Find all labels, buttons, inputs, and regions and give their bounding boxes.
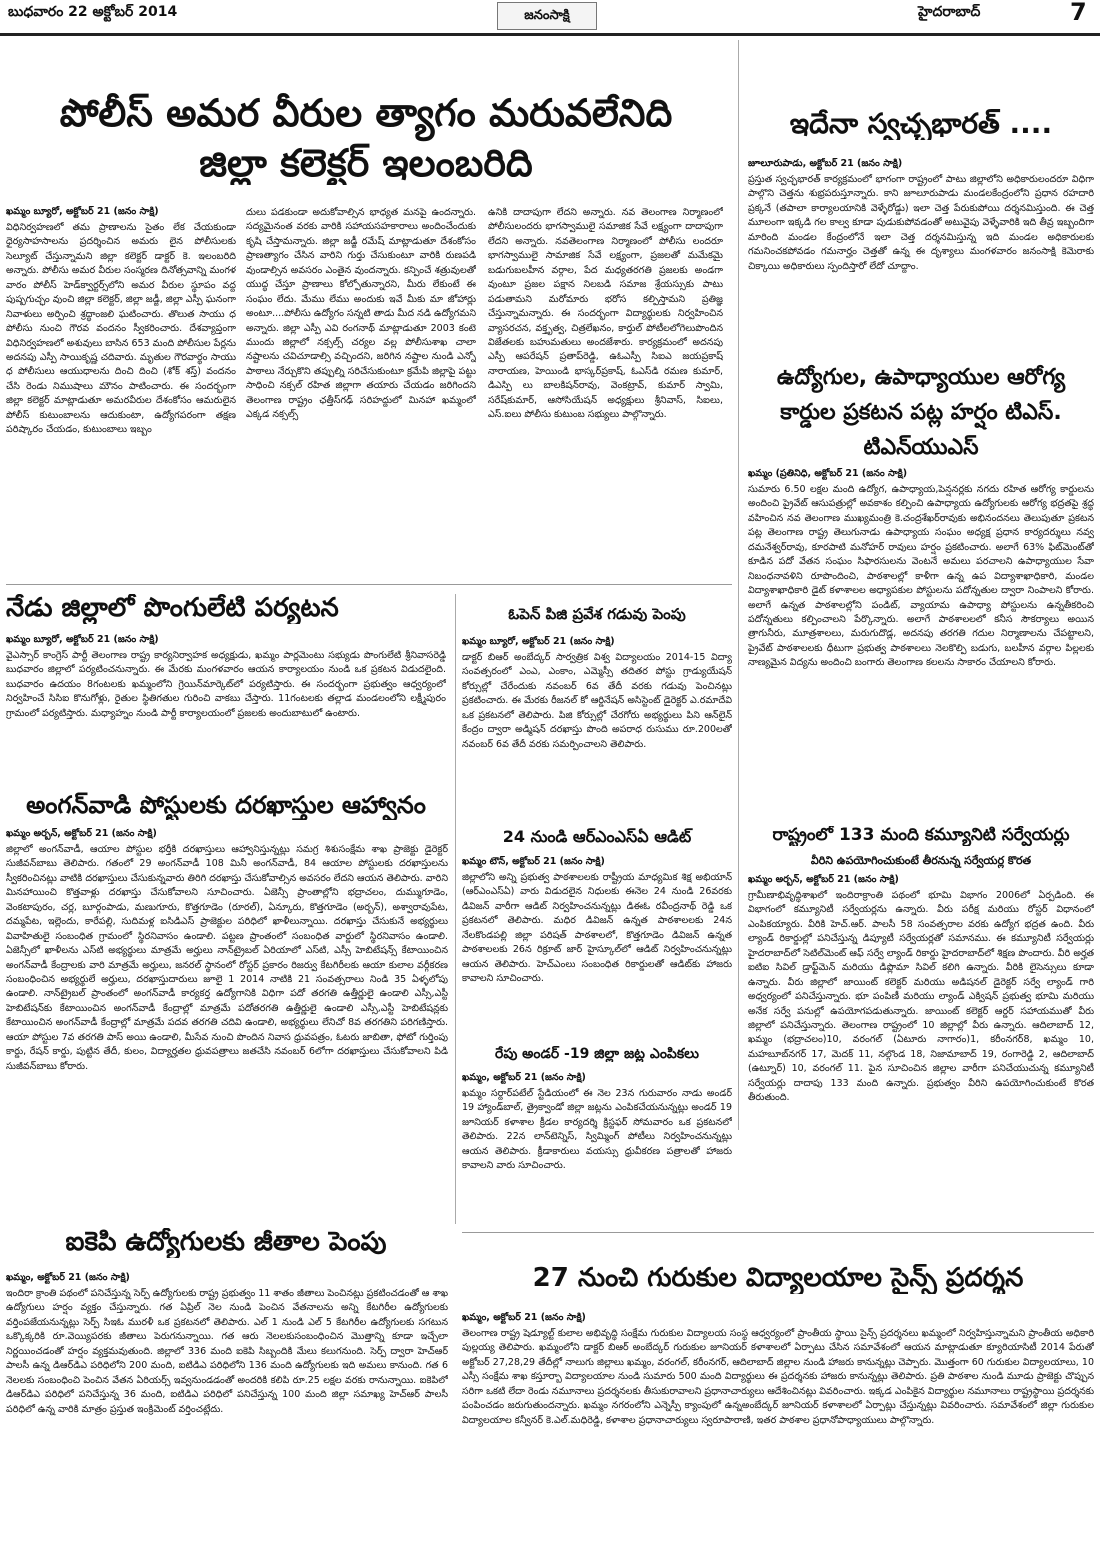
a9-body: గ్రామీణాభివృద్ధిశాఖలో ఇందిరాక్రాంతి పథంలో భూమి విభాగం 2006లో ఏర్పడింది. ఈ విభాగంలో కమ్యూనిటీ సర్వేయర్లను ఉన్నారు. వీరు పరీక్ష మరియు రోస్టర్ విధానంలో ఎంపికయ్యారు. వీరికి హెచ్.ఆర్. పాలసీ 58 సంవత్సరాల వరకు ఉద్యోగ భద్రత ఉంది. వీరు ల్యాండ్ రికార్డుల్లో పనిచేస్తున్న డిప్యూటీ సర్వేయర్లతో సమానము. ఈ కమ్యూనిటీ సర్వేయర్లు హైదరాబాద్‌లో సెటిల్‌మెంట్ ఆఫ్ సర్వే ల్యాండ్ రికార్డు హైదరాబాద్‌లో శిక్షణ పొందారు. వీరి అర్హత ఐటిఐ సివిల్ డ్రాఫ్ట్‌మెన్ మరియు డిప్లొమా సివిల్ కలిగి ఉన్నారు. వీరికి లైసెన్సులు కూడా ఉన్నారు. వీరు జిల్లాలో జాయింట్ కలెక్టర్ మరియు అడిషనల్ డైరెక్టర్ సర్వే ల్యాండ్ గారి అధ్వర్యంలో పనిచేస్తున్నారు. భూ పంపిణీ మరియు ల్యాండ్ ఎక్విషన్ ప్రభుత్వ భూమి మరియు అనేక సర్వే పనుల్లో ఉపయోగపడుతున్నారు. జాయింట్ కలెక్టర్ ఆర్డర్ సహాయముతో వీరు జిల్లాలో పనిచేస్తున్నారు. తెలంగాణ రాష్ట్రంలో 10 జిల్లాల్లో వీరు ఉన్నారు. ఆదిలాబాద్ 12, ఖమ్మం (భద్రాచలం)10, వరంగల్ (ఏటూరు నాగారం)1, కరీంనగర్8, ఖమ్మం 10, మహబూబ్‌నగర్ 17, మెదక్ 11, నల్గొండ 18, నిజామాబాద్ 19, రంగారెడ్డి 2, ఆదిలాబాద్ (ఉట్నూర్) 10, వరంగల్ 11. పైన సూచించిన జిల్లాల వారీగా పనిచేయుచున్న కమ్యూనిటీ సర్వేయర్లు దాదాపు 133 మంది ఉన్నారు. ప్రభుత్వం వీరిని ఉపయోగించుకుంటే కొరత తీరుతుంది. — [748, 890, 1094, 1104]
a3-byline: ఖమ్మం (ప్రతినిధి, అక్టోబర్ 21 (జనం సాక్షి) — [748, 468, 908, 479]
a9-article — [748, 874, 1094, 1224]
a11-body: తెలంగాణ రాష్ట్ర షెడ్యూల్ట్ కులాల అభివృద్ధి సంక్షేమ గురుకుల విద్యాలయ సంస్థ ఆధ్వర్యంలో ప్రాంతీయ స్థాయి సైన్స్ ప్రదర్శనలు ఖమ్మంలో నిర్వహిస్తున్నామని ప్రాంతీయ అధికారి పుల్లయ్య తెలిపారు. ఖమ్మంలోని డాక్టర్ బిఆర్ అంబేద్కర్ గురుకుల జూనియర్ కళాశాలలో ఏర్పాటు చేసిన సమావేశంలో ఆయన మాట్లాడుతూ క్యూరియాసిటీ 2014 పేరుతో అక్టోబర్ 27,28,29 తేదీల్లో నాలుగు జిల్లాలు ఖమ్మం, వరంగల్, కరీంనగర్, ఆదిలాబాద్ జిల్లాల నుండి హాజరు కానున్నట్లు చెప్పారు. మొత్తంగా 60 గురుకుల విద్యాలయాలు, 10 ఎస్సీ సంక్షేమ శాఖ కస్తూర్బా విద్యాలయాల నుండి సుమారు 500 మంది విద్యార్థులు ఈ ప్రదర్శనకు హాజరు కానున్నట్లు తెలిపారు. ప్రతి పాఠశాల నుండి మూడు ప్రాజెక్టు చొప్పున సరిగా ఒకటి లేదా రెండు నమూనాలు ప్రదర్శనలకు తీసుకురావాలని ప్రధానాచార్యులు ఆదేశించినట్లు వివరించారు. ఇక్కడ ఎంపికైన విద్యార్థుల నమూనాలు రాష్ట్రస్థాయి ప్రదర్శనకు పంపించడం జరుగుతుందన్నారు. ఖమ్మం నగరంలోని ఎన్నెస్పీ క్యాంపులో ఉన్నఅంబేద్కర్ జూనియర్ కళాశాలలో ఏర్పాట్లు చేస్తున్నట్లు వివరించారు. సమావేశంలో జిల్లా గురుకుల విద్యాలయాల కన్వీనర్ కె.ఎల్.మధిరెడ్డి, కళాశాల ప్రధానాచార్యులు స్వరూపారాణి, ఇతర పాఠశాల ప్రధానోపాధ్యాయులు పాల్గొన్నారు. — [462, 1328, 1094, 1426]
a1-column-2 — [246, 206, 476, 576]
a9-headline: రాష్ట్రంలో 133 మంది కమ్యూనిటి సర్వేయర్లు — [772, 826, 1070, 845]
a7-headline: 24 నుండి ఆర్‌ఎంఎస్‌ఏ ఆడిట్ — [502, 828, 692, 846]
masthead-rule — [0, 33, 1100, 36]
a5-headline: ఓపెన్ పిజి ప్రవేశ గడువు పెంపు — [508, 606, 686, 623]
page-number: 7 — [1070, 0, 1087, 26]
a1-headline-line-2: జిల్లా కలెక్టర్ ఇలంబరిది — [199, 140, 533, 185]
a4-headline: నేడు జిల్లాలో పొంగులేటి పర్యటన — [6, 594, 339, 623]
a1-body-3: ఉనికి దాదాపుగా లేదని అన్నారు. నవ తెలంగాణ నిర్మాణంలో పోలీసులందరు భాగస్వాములై సమాజిక సేవే లక్ష్యంగా దాదాపుగా లేదని అన్నారు. నవతెలంగాణ నిర్మాణంలో పోలీసు లందరూ భాగస్వాములై సామాజిక సేవే లక్ష్యంగా, ప్రజలతో మమేకమై బడుగుబలహీన వర్గాల, పేద మధ్యతరగతి ప్రజలకు అండగా వుంటూ ప్రజల పక్షాన నిలబడి సమాజ శ్రేయస్సుకు పాటు పడుతామని మరోమారు భరోస కల్పిస్తామని ప్రతిజ్ఞ చేస్తున్నామన్నారు. ఈ సందర్భంగా విద్యార్థులకు నిర్వహించిన వ్యాసరచన, వక్తృత్వ, చిత్రలేఖనం, కార్తుల్ పోటీలలోగెలుపొందిన విజేతలకు బహుమతులు అందజేశారు. కార్యక్రమంలో అదనపు ఎస్పీ ఆపరేషన్ ప్రతాప్‌రెడ్డి, ఉఓఎస్పీ సిఐఎ జయప్రకాష్ నారాయణ, హెయిండి భాస్కర్‌ప్రకాష్, ఓఎస్‌డి రమణ కుమార్, డిఎస్పి లు బాలకిషన్‌రావు, వెంకట్రావ్, కుమార్ స్వామి, సరేష్‌కుమార్, ఆసోసియేషన్ అధ్యక్షులు శ్రీనివాస్, సిఐలు, ఎస్.ఐలు పోలీసు కుటుంబ సభ్యులు పాల్గొన్నారు. — [488, 207, 723, 421]
a3-headline: ఉద్యోగుల, ఉపాధ్యాయుల ఆరోగ్య కార్డుల ప్రకటన పట్ల హర్షం టిఎస్. టిఎన్‌యుఎస్ — [776, 365, 1066, 461]
a4-article — [6, 634, 446, 784]
a6-byline: ఖమ్మం అర్బన్, అక్టోబర్ 21 (జనం సాక్షి) — [6, 828, 157, 839]
a8-body: ఖమ్మం సర్దార్‌పటేల్ స్టేడియంలో ఈ నెల 23న గురువారం నాడు అండర్ 19 హ్యాండ్‌బాల్, త్రైక్వాండో జిల్లా జట్లను ఎంపికచేయనున్నట్లు అండర్ 19 జూనియర్ కళాశాల క్రీడల కార్యదర్శి క్రిస్టఫర్ సోమవారం ఒక ప్రకటనలో తెలిపారు. 22న లాన్‌టెన్నిస్, స్విమ్మింగ్ పోటీలు నిర్వహించనున్నట్లు ఆయన తెలిపారు. క్రీడాకారులు వయస్సు ధ్రువీకరణ పత్రాలతో హాజరు కావాలని వారు సూచించారు. — [462, 1088, 732, 1172]
a1-headline-line-1: పోలీస్ అమర వీరుల త్యాగం మరువలేనిది — [59, 92, 673, 135]
column-divider — [738, 40, 739, 1130]
a11-headline: 27 నుంచి గురుకుల విద్యాలయాల సైన్స్ ప్రదర్శన — [532, 1264, 1024, 1293]
a5-article — [462, 636, 732, 816]
a2-body: ప్రస్తుత స్వచ్ఛభారత్ కార్యక్రమంలో భాగంగా రాష్ట్రంలో పాటు జిల్లాలోని అధికారులందరూ విధిగా పాల్గొని చెత్తను శుభ్రపరుస్తూన్నారు. కాని జూలూరుపాడు మండలకేంద్రంలోని ప్రధాన రహదారి ప్రక్కనే (తపాలా కార్యాలయానికి వెళ్ళేరోడ్డు) ఇలా చెత్త పేరుకుపోయి దర్శనమిస్తుంది. ఈ చెత్త మూలంగా ఇక్కడి గల కాల్వ కూడా పుడుకుపోవడంతో అటువైపు వెళ్ళేవారికి ఇది తీవ్ర ఇబ్బందిగా మారింది మండల కేంద్రంలోనే ఇలా చెత్త దర్శనమిస్తున్న ఇది మండల అధికారులకు గమనించకపోవడం గమనార్హం చెత్తతో ఉన్న ఈ దృశ్యాలు మంగళవారం జనంసాక్షి కెమెరాకు చిక్కాయి అధికారులు స్పందిస్తారో లేదో చూద్దాం. — [748, 174, 1094, 272]
a10-body: ఇందిరా క్రాంతి పథంలో పనిచేస్తున్న సెర్ప్ ఉద్యోగులకు రాష్ట్ర ప్రభుత్వం 11 శాతం జీతాలు పెంచినట్లు ప్రకటించడంతో ఆ శాఖ ఉద్యోగులు హర్షం వ్యక్తం చేస్తున్నారు. గత ఏప్రిల్ నెల నుండి పెంచిన వేతనాలను అన్ని కేటగిరీల ఉద్యోగులకు వర్తింపజేయనున్నట్లు సెర్ప్ సిఇఓ మురళీ ఒక ప్రకటనలో తెలిపారు. ఎల్ 1 నుండి ఎల్ 5 కేటగిరీల ఉద్యోగులకు సగటున ఒక్కొక్కరికి రూ.వెయ్యిపరకు జీతాలు పెరుగనున్నాయి. గత ఆరు నెలలకుసంబంధించిన మొత్తాన్ని కూడా ఇచ్చేలా నిర్ణయించడంతో హర్షం వ్యక్తమవుతుంది. జిల్లాలో 336 మంది ఐకెపి సిబ్బందికి మేలు కలుగనుంది. సెర్ప్ ద్వారా హెచ్‌ఆర్ పాలసీ ఉన్న డిఆర్‌డిఎ పరిధిలోని 200 మంది, ఐటిడిఎ పరిధిలోని 136 మంది ఉద్యోగులకు ఇది అమలు కానుంది. గత 6 నెలలకు సంబంధించి పెంచిన వేతన ఏరియర్స్ ఇవ్వనుండడంతో అందరికి కలిపి రూ.25 లక్షల వరకు రానున్నాయి. ఐకెపిలో డిఆర్‌డిఎ పరిధిలో పనిచేస్తున్న 36 మంది, ఐటిడిఎ పరిధిలో పనిచేస్తున్న 100 మంది జిల్లా సమాఖ్య హెచ్‌ఆర్ పాలసీ పరిధిలో ఉన్న వారికి మాత్రం ప్రస్తుత ఇంక్రిమెంట్ వర్తించట్లేదు. — [6, 1288, 448, 1415]
column-divider-2 — [455, 594, 456, 1224]
a1-body-1: విధినిర్వహణలో తమ ప్రాణాలను సైతం లేక చేయకుండా ధైర్యసాహసాలను ప్రదర్శించిన అమరు లైన పోలీసులకు సెల్యూట్ చేస్తున్నామని జిల్లా కలెక్టర్ డాక్టర్ కె. ఇలంబరిది అన్నారు. పోలీసు అమర వీరుల సంస్మరణ దినోత్సవాన్ని మంగళ వారం పోలీస్ హెడ్‌క్వార్టర్స్‌లోని అమర వీరుల స్థూపం వద్ద పుష్పగుచ్ఛం వుంచి జిల్లా కలెక్టర్, జిల్లా జడ్జీ, జిల్లా ఎస్పీ ఘనంగా నివాళులు అర్పించి శ్రద్ధాంజలి ఘటించారు. తొలుత సాయు ధ పోలీసు నుంచి గౌరవ వందనం స్వీకరించారు. దేశవ్యాప్తంగా విధినిర్వహణలో అశువులు బాసిన 653 మంది పోలీసుల పేర్లను అదనపు ఎస్పీ సాయికృష్ణ చదివారు. మృతుల గౌరవార్థం సాయు ధ పోలీసులు ఆయుధాలను దించి దించి (శోక్ శస్త్) వందనం చేసి రెండు నిముషాలు మౌనం పాటించారు. ఈ సందర్భంగా జిల్లా కలెక్టర్ మాట్లాడుతూ అమరవీరుల దేశంకోసం ఆమరులైన పోలీస్ కుటుంబాలను ఆదుకుంటా, ఉద్యోగపరంగా తక్షణ పరిష్కారం చేయడం, కుటుంబాలు ఇబ్బం — [6, 222, 236, 436]
a10-article — [6, 1272, 448, 1556]
a1-body-2: దులు పడకుండా అదుకోవాల్సిన భాధ్యత మనపై ఉందన్నారు. సద్యమైనంత వరకు వారికి సహాయసహకారాలు అందించేందుకు కృషి చేస్తామన్నారు. జిల్లా జడ్జీ రమేష్ మాట్లాడుతూ దేశంకోసం ప్రాణత్యాగం చేసిన వారిని గుర్తు చేసుకుంటూ వారికి రుణపడి వుండాల్సిన అవసరం ఎంతైన వుందన్నారు. కన్పించే శత్రువులతో యుద్ధ చేస్తూ ప్రాణాలు కోల్పోతున్నారని, మీరు లేకుంటే ఈ సంఘం లేదు. మేము లేము అందుకు ఇవే మీకు మా జోహార్లు అంటూ....పోలీసు ఉద్యోగం సన్నటి తాడు మీద నడి ఉద్యోగమని అన్నారు. జిల్లా ఎస్పీ ఎవి రంగనాథ్ మాట్లాడుతూ 2003 కంటె ముందు జిల్లాలో నక్సల్స్ చర్యల వల్ల పోలీసుశాఖ చాలా నష్టాలను చవిచూడాల్సి వచ్చిందని, జరిగిన నష్టాల నుండి ఎన్నో పాఠాలు నేర్చుకొని తప్పుల్ని సరిచేసుకుంటూ క్రమేపి జిల్లాపై పట్టు సాధించి నక్సల్ రహిత జిల్లాగా తయారు చేయడం జరిగిందని తెలంగాణ రాష్ట్రం ఛత్తీస్‌గఢ్ సరిహద్దులో మినహా ఖమ్మంలో ఎక్కడ నక్సల్స్ — [246, 207, 476, 421]
issue-date: బుధవారం 22 అక్టోబర్ 2014 — [8, 4, 178, 20]
a4-byline: ఖమ్మం బ్యూరో, అక్టోబర్ 21 (జనం సాక్షి) — [6, 634, 159, 645]
a6-article — [6, 828, 448, 1218]
a11-article — [462, 1312, 1094, 1556]
a3-body: సుమారు 6.50 లక్షల మంది ఉద్యోగ, ఉపాధ్యాయ,పెన్షనర్లకు నగదు రహిత ఆరోగ్య కార్డులను అందించి ప్రైవేట్ ఆసుపత్రుల్లో అవకాశం కల్పించి ఉపాధ్యాయ ఉద్యోగులకు ఆరోగ్య భద్రతపై శ్రద్ధ వహించిన నవ తెలంగాణ ముఖ్యమంత్రి కె.చంద్రశేఖర్‌రావుకు అభినందనలు తెలుపుతూ ప్రకటన పట్ల తెలంగాణ రాష్ట్ర తెలుగునాడు ఉపాధ్యాయ సంఘం అధ్యక్ష ప్రధాన కార్యదర్శులు నవ్వ దమనేశ్వర్‌రావు, కూరపాటి మనోహర్ రావులు హర్షం ప్రకటించారు. అలాగే 63% ఫిట్‌మెంట్‌తో కూడిన పదో వేతన సంఘం సిఫారసులను వెంటనే అమలు పరచాలని ఉపాధ్యాయుల సేవా నిబంధనావళిని రూపొందించి, పాఠశాలల్లో కాళీగా ఉన్న ఉప విద్యాశాఖాధికారి, మండల విద్యాశాఖాధికారి డైట్ కళాశాలల అధ్యాపకుల పోస్టులను పదోన్నతుల ద్వారా నింపాలని కోరారు. అలాగే ఉన్నత పాఠశాలల్లోని పండిట్, వ్యాయామ ఉపాధ్యా పోస్టులను ఉన్నతీకరించి పదోన్నతులు కల్పించాలని పేర్కొన్నారు. అలాగే పాఠశాలలలో కనీస సౌకర్యాలు అయిన త్రాగునీరు, మూత్రశాలలు, మరుగుదొడ్ల, అదనపు తరగతి గదుల నిర్మాణాలను చేపట్టాలని, ప్రైవేట్ పాఠశాలలకు ధీటుగా ప్రభుత్వ పాఠశాలలు నెలకొల్పి బడుగు, బలహీన వర్గాల పిల్లలకు నాణ్యమైన విద్యను అందించి బంగారు తెలంగాణ కలలను సాకారం చేయాలని కోరారు. — [748, 484, 1094, 669]
a8-byline: ఖమ్మం, అక్టోబర్ 21 (జనం సాక్షి) — [462, 1072, 586, 1083]
a2-byline: జూలూరుపాడు, అక్టోబర్ 21 (జనం సాక్షి) — [748, 158, 903, 169]
edition-city: హైదరాబాద్ — [918, 4, 981, 20]
a3-article — [748, 468, 1094, 820]
a2-article — [748, 158, 1094, 348]
a9-subhead: వీరిని ఉపయోగించుకుంటే తీరనున్న సర్వేయర్ల కొరత — [810, 854, 1032, 867]
a4-body: వైఎస్సార్ కాంగ్రెస్ పార్టీ తెలంగాణ రాష్ట్ర కార్యనిర్వాహక అధ్యక్షుడు, ఖమ్మం పార్లమెంటు సభ్యుడు పొంగులేటి శ్రీనివాసరెడ్డి బుధవారం జిల్లాలో పర్యటించనున్నారు. ఈ మేరకు మంగళవారం ఆయన కార్యాలయం నుండి ఒక ప్రకటన విడుదలైంది. బుధవారం ఉదయం 8గంటలకు ఖమ్మంలోని గ్రెయిన్‌మార్కెట్‌లో పర్యటిస్తారు. ఈ సందర్భంగా ప్రభుత్వం ఆధ్వర్యంలో నిర్వహించే సిసిఐ కొనుగోళ్లు, రైతుల స్థితిగతుల గురించి వాకబు చేస్తారు. 11గంటలకు తల్లాడ మండలంలోని లక్ష్మీపురం గ్రామంలో పర్యటిస్తారు. మధ్యాహ్నం నుండి పార్టీ కార్యాలయంలో ప్రజలకు అందుబాటులో ఉంటారు. — [6, 650, 446, 719]
a10-headline: ఐకెపి ఉద్యోగులకు జీతాల పెంపు — [65, 1228, 387, 1257]
a1-column-1 — [6, 206, 236, 576]
a7-body: జిల్లాలోని అన్ని ప్రభుత్వ పాఠశాలలకు రాష్ట్రీయ మాధ్యమిక శిక్ష అభియాన్ (ఆర్ఎంఎస్ఏ) వారు విడుదలైన నిధులకు ఈనెల 24 నుండి 26వరకు డివిజన్ వారీగా ఆడిట్ నిర్వహించనున్నట్లు డిఈఓ రవీంద్రనాథ్ రెడ్డి ఒక ప్రకటనలో తెలిపారు. మధిర డివిజన్ ఉన్నత పాఠశాలలకు 24న నేలకొండపల్లి జిల్లా పరిషత్ పాఠశాలలో, కొత్తగూడెం డివిజన్ ఉన్నత పాఠశాలలకు 26న రిక్రూట్ జార్ హైస్కూల్‌లో ఆడిట్ నిర్వహించనున్నట్లు ఆయన తెలిపారు. హెచ్ఎంలు సంబంధిత రికార్డులతో ఆడిట్‌కు హాజరు కావాలని సూచించారు. — [462, 872, 732, 985]
a10-byline: ఖమ్మం, అక్టోబర్ 21 (జనం సాక్షి) — [6, 1272, 130, 1283]
a8-headline: రేపు అండర్ -19 జిల్లా జట్ల ఎంపికలు — [495, 1046, 699, 1062]
a1-headline — [6, 92, 726, 185]
a7-article — [462, 856, 732, 1036]
a8-article — [462, 1072, 732, 1222]
a9-byline: ఖమ్మం అర్బన్, అక్టోబర్ 21 (జనం సాక్షి) — [748, 874, 899, 885]
a6-headline: అంగన్‌వాడి పోస్టులకు దరఖాస్తుల ఆహ్వానం — [26, 792, 426, 819]
masthead — [0, 0, 1100, 32]
a5-byline: ఖమ్మం బ్యూరో, అక్టోబర్ 21 (జనం సాక్షి) — [462, 636, 615, 647]
a7-byline: ఖమ్మం టౌన్, అక్టోబర్ 21 (జనం సాక్షి) — [462, 856, 605, 867]
newspaper-logo: జనంసాక్షి — [497, 2, 597, 30]
a2-headline: ఇదేనా స్వచ్ఛభారత్ .... — [789, 108, 1053, 140]
a6-body: జిల్లాలో అంగన్‌వాడీ, ఆయాల పోస్టుల భర్తీకి దరఖాస్తులు ఆహ్వానిస్తున్నట్లు సమగ్ర శిశుసంక్షేమ శాఖ ప్రాజెక్టు డైరెక్టర్ సుజీవన్‌బాబు తెలిపారు. గతంలో 29 అంగన్‌వాడీ 108 మినీ అంగన్‌వాడీ, 84 ఆయాల పోస్టులకు దరఖాస్తులను స్వీకరించినట్లు వాటికి దరఖాస్తులు చేసుకున్నవారు తిరిగి దరఖాస్తు చేసుకోవాల్సిన అవసరం లేదని ఆయన తెలిపారు. వారిని మినహాయించి కొత్తవాళ్లు దరఖాస్తు చేసుకోవాలని సూచించారు. ఏజెన్సీ ప్రాంతాల్లోని భద్రాచలం, దుమ్ముగూడెం, వెంకటాపురం, చర్ల, బూర్గంపాడు, మణుగూరు, కొత్తగూడెం (రూరల్), ఏన్కూరు, కొత్తగూడెం (అర్బన్), అశ్వారావుపేట, దమ్మపేట, ఇల్లెందు, కారేపల్లి, సుదిమళ్ల ఐసిడిఎస్ ప్రాజెక్టుల పరిధిలో ఖాళీలున్నాయి. దరఖాస్తు చేసుకునే అభ్యర్థులు వివాహితులై సంబంధిత గ్రామంలో స్థిరనివాసం ఉండాలి. పట్టణ ప్రాంతంలో సంబంధిత వార్డులో స్థిరనివాసం ఉండాలి. ఏజెన్సీలో ఖాళీలను ఎస్‌టి అభ్యర్థులు మాత్రమే అర్హులు నాన్‌ట్రైబల్ ఏరియాలో ఎస్‌టి, ఎస్సీ హెబిటేషన్స్ కేటాయించిన అంగన్‌వాడీ కేంద్రాలకు వారి మాత్రమే అర్హులు, జనరల్ స్థానంలో రోస్టర్ ప్రకారం రిజర్వు కేటగిరీలకు ఆయా కులాల వర్గీకరణ సంబంధించిన అభ్యర్థులే అర్హులు, దరఖాస్తుదారులు జూలై 1 2014 నాటికి 21 సంవత్సరాలు నిండి 35 ఏళ్ళలోపు ఉండాలి. నాన్‌ట్రైబల్ ప్రాంతంలో అంగన్‌వాడీ కార్యకర్త ఉద్యోగానికి విధిగా పదో తరగతి ఉత్తీర్ణులై ఉండాలి ఎస్సీ,ఎస్టీ హెబిటేషన్‌కు కేటాయించిన అంగన్‌వాడీ కేంద్రాల్లో మాత్రమే పదోతరగతి ఉత్తీర్ణులై ఉండాలి ఎస్సీ,ఎస్టీ హెబిటేషన్లకు కేటాయించిన అంగన్‌వాడీ కేంద్రాల్లో మాత్రమే పదవ తరగతి చదివి ఉండాలి, అభ్యర్థులు లేనిచో 8వ తరగతిని పరిగణిస్తారు. ఆయా పోస్టుల 7వ తరగతి పాస్ అయి ఉండాలి, మీసేవ నుంచి పొందిన నివాస ధ్రువపత్రం, ఓటరు జాబితా, ఫోటో గుర్తింపు కార్డు, రేషన్ కార్డు, పుట్టిన తేదీ, కులం, విద్యార్హతల ధ్రువపత్రాలు జతచేసి నవంబర్ 6లోగా దరఖాస్తులు చేసుకోవాలని పిడి సుజీవన్‌బాబు కోరారు. — [6, 844, 448, 1072]
a1-byline: ఖమ్మం బ్యూరో, అక్టోబర్ 21 (జనం సాక్షి) — [6, 206, 159, 217]
rule-a11 — [462, 1232, 1094, 1233]
rule-a1 — [6, 584, 732, 585]
a5-body: డాక్టర్ బిఆర్ అంబేద్కర్ సార్వత్రిక విశ్వ విద్యాలయం 2014-15 విద్యా సంవత్సరంలో ఎంఎ, ఎంకాం, ఎమ్మెస్సీ తదితర పోస్టు గ్రాడ్యుయేషన్ కోర్సుల్లో చేరేందుకు నవంబర్ 6వ తేదీ వరకు గడువు పెంచినట్లు ప్రకటించారు. ఈ మేరకు రీజనల్ కో ఆర్డినేషన్ అసిస్టెంట్ డైరెక్టర్ ఎ.రమాదేవి ఒక ప్రకటనలో తెలిపారు. పిజి కోర్సుల్లో చేరగోరు అభ్యర్థులు పిని ఆన్‌లైన్ కేంద్రం ద్వారా అడ్మిషన్ దరఖాస్తు పొంది అపరాధ రుసుము రూ.200లతో నవంబర్ 6వ తేదీ వరకు సమర్పించాలని తెలిపారు. — [462, 652, 732, 750]
a11-byline: ఖమ్మం, అక్టోబర్ 21 (జనం సాక్షి) — [462, 1312, 586, 1323]
a1-column-3 — [488, 206, 723, 576]
